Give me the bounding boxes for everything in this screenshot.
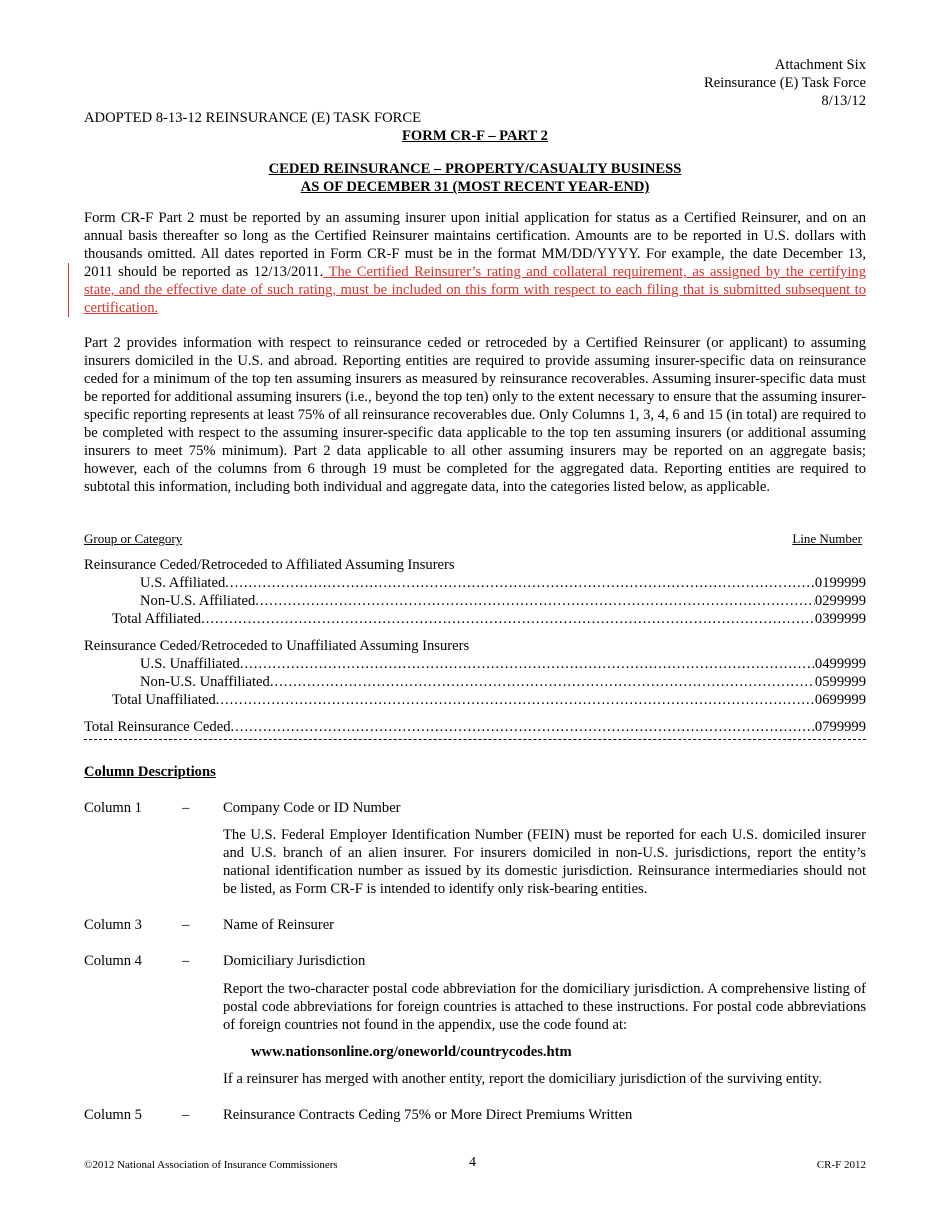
column-title: Reinsurance Contracts Ceding 75% or More Direct Premiums Written: [223, 1107, 633, 1123]
line-number-heading: Line Number: [792, 531, 862, 546]
form-title: FORM CR-F – PART 2: [402, 128, 548, 144]
subtitle-line-2: AS OF DECEMBER 31 (MOST RECENT YEAR-END): [300, 179, 650, 195]
column-label: Column 3: [84, 917, 142, 933]
revision-text: The Certified Reinsurer’s rating and collateral requirement, as assigned by the certifying state, and the effective date of such rating, must be included on this form with respect to each filing that is submitted subsequent to certification.: [84, 264, 867, 316]
line-item-row: Total Unaffiliated ..... 0699999: [112, 691, 866, 709]
subtitle-line-1: CEDED REINSURANCE – PROPERTY/CASUALTY BUSINESS: [268, 161, 682, 177]
column-title: Domiciliary Jurisdiction: [223, 953, 366, 969]
column-descriptions-heading: Column Descriptions: [84, 764, 216, 780]
affiliated-group-heading: Reinsurance Ceded/Retroceded to Affiliated Assuming Insurers: [84, 557, 455, 573]
line-item-row: U.S. Affiliated ..... 0199999: [140, 574, 866, 592]
copyright-notice: ©2012 National Association of Insurance Commissioners: [84, 1159, 338, 1171]
dash: –: [182, 917, 190, 933]
task-force-label: Reinsurance (E) Task Force: [703, 75, 866, 91]
column-4-description: Report the two-character postal code abbreviation for the domiciliary jurisdiction. A comprehensive listing of postal code abbreviations for foreign countries is attached to these instructions. For postal code abbreviations of foreign countries not found in the appendix, use the code found at:: [223, 981, 866, 1033]
dashed-divider: [84, 739, 866, 740]
unaffiliated-group-heading: Reinsurance Ceded/Retroceded to Unaffiliated Assuming Insurers: [84, 638, 470, 654]
column-4-merge-note: If a reinsurer has merged with another entity, report the domiciliary jurisdiction of the surviving entity.: [223, 1071, 822, 1087]
intro-paragraph-1: [84, 209, 866, 317]
country-codes-url: www.nationsonline.org/oneworld/countrycodes.htm: [251, 1044, 572, 1060]
column-title: Company Code or ID Number: [223, 800, 401, 816]
dash: –: [182, 1107, 190, 1123]
intro-paragraph-2: Part 2 provides information with respect to reinsurance ceded or retroceded by a Certified Reinsurer (or applicant) to assuming insurers domiciled in the U.S. and abroad. Reporting entities are required to provide assuming insurer-specific data on reinsurance ceded for a minimum of the top ten assuming insurers as measured by reinsurance recoverables. Assuming insurer-specific data must be reported for additional assuming insurers (i.e., beyond the top ten) only to the extent necessary to ensure that the assuming insurer-specific reporting represents at least 75% of all reinsurance recoverables due. Only Columns 1, 3, 4, 6 and 15 (in total) are required to be completed with respect to the assuming insurer-specific data applicable to the top ten assuming insurers (or additional assuming insurers to meet 75% minimum). Part 2 data applicable to all other assuming insurers may be reported on an aggregate basis; however, each of the columns from 6 through 19 must be completed for the aggregated data. Reporting entities are required to subtotal this information, including both individual and aggregate data, into the categories listed below, as applicable.: [84, 335, 866, 495]
intro-text: Form CR-F Part 2 must be reported by an assuming insurer upon initial application for status as a Certified Reinsurer, and on an annual basis thereafter so long as the Certified Reinsurer maintains certification. Amounts are to be reported in U.S. dollars with thousands omitted. All dates reported in Form CR-F must be in the format MM/DD/YYYY. For example, the date December 13, 2011 should be reported as 12/13/2011.: [84, 210, 866, 280]
adopted-line: ADOPTED 8-13-12 REINSURANCE (E) TASK FORCE: [84, 110, 422, 126]
category-table-header: [84, 531, 866, 547]
column-label: Column 5: [84, 1107, 142, 1123]
column-title: Name of Reinsurer: [223, 917, 335, 933]
attachment-label: Attachment Six: [774, 57, 866, 73]
page-number: 4: [469, 1155, 476, 1170]
group-category-heading: Group or Category: [84, 531, 183, 546]
line-item-row: Non-U.S. Affiliated ..... 0299999: [140, 592, 866, 610]
column-1-description: The U.S. Federal Employer Identification Number (FEIN) must be reported for each U.S. domiciled insurer and U.S. branch of an alien insurer. For insurers domiciled in non-U.S. jurisdictions, report the entity’s national identification number as issued by its domestic jurisdiction. Reinsurance intermediaries should not be listed, as Form CR-F is intended to identify only risk-bearing entities.: [223, 827, 866, 897]
attachment-header: [704, 56, 866, 110]
dash: –: [182, 953, 190, 969]
line-item-row: U.S. Unaffiliated ..... 0499999: [140, 655, 866, 673]
column-label: Column 4: [84, 953, 142, 969]
line-item-row: Total Affiliated ..... 0399999: [112, 610, 866, 628]
form-code: CR-F 2012: [816, 1159, 866, 1171]
column-label: Column 1: [84, 800, 142, 816]
dash: –: [182, 800, 190, 816]
line-item-row: Non-U.S. Unaffiliated ..... 0599999: [140, 673, 866, 691]
header-date: 8/13/12: [821, 93, 866, 109]
revision-change-bar: [68, 263, 69, 317]
total-reinsurance-row: Total Reinsurance Ceded ..... 0799999: [84, 718, 866, 736]
